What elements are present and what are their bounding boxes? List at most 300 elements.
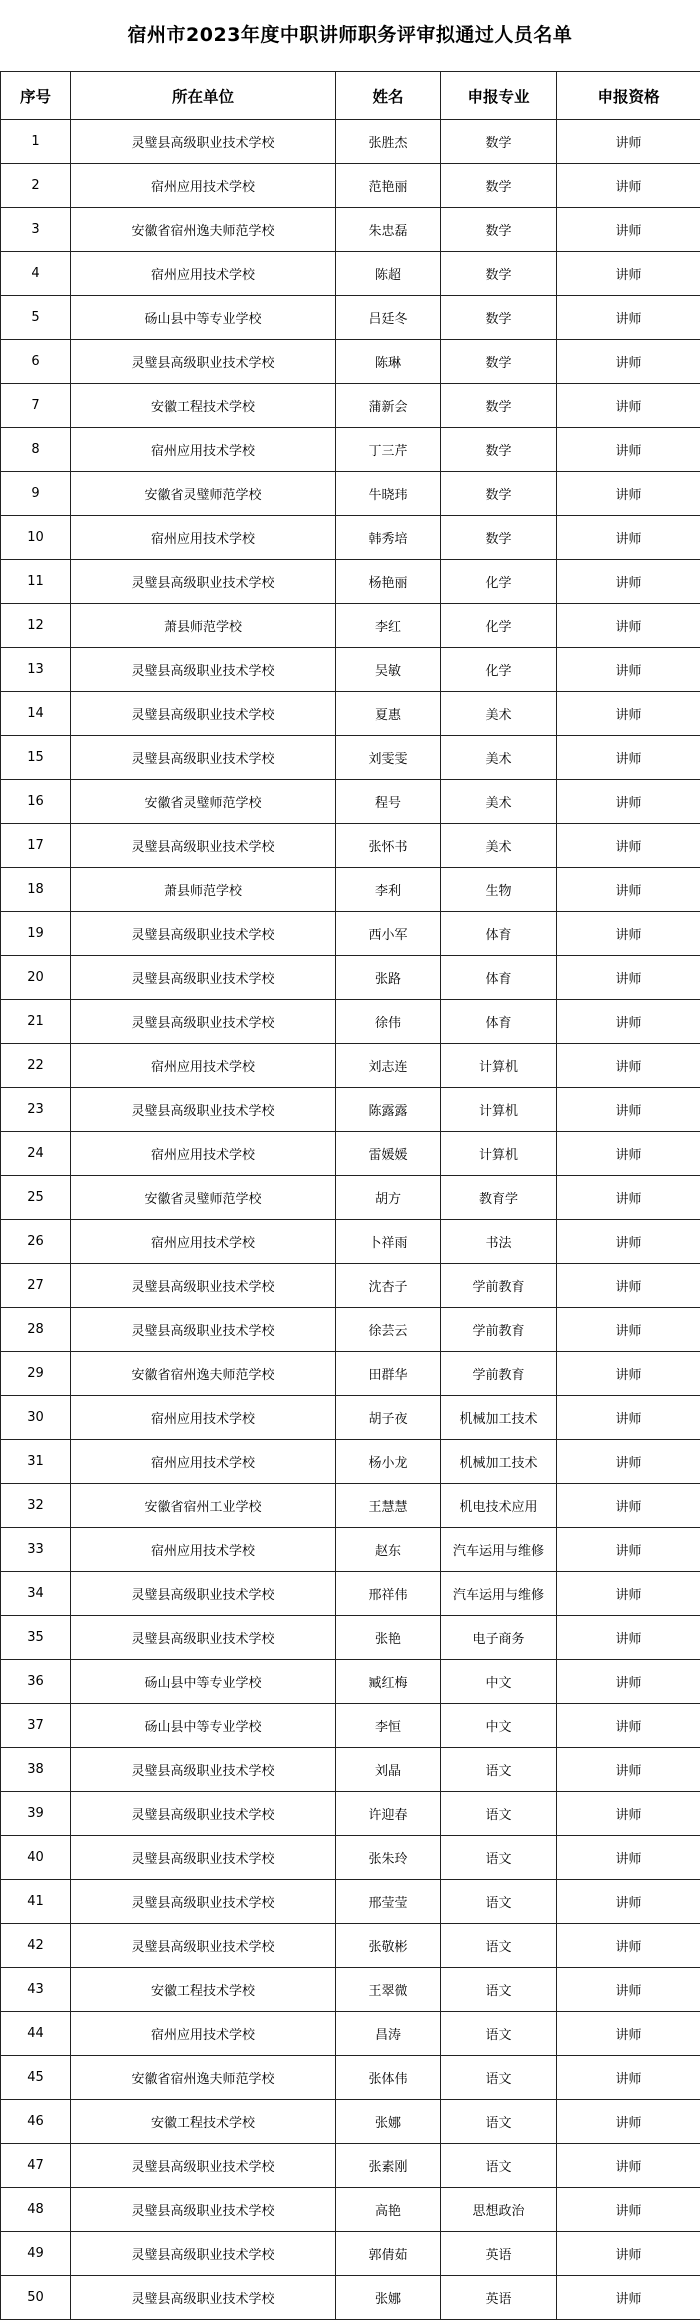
cell-organization: 灵璧县高级职业技术学校 [71, 1836, 336, 1880]
table-row [1, 1440, 700, 1484]
cell-organization: 宿州应用技术学校 [71, 1396, 336, 1440]
cell-qualification: 讲师 [557, 912, 700, 956]
cell-qualification: 讲师 [557, 164, 700, 208]
cell-organization: 灵璧县高级职业技术学校 [71, 1572, 336, 1616]
cell-serial-number: 40 [1, 1836, 71, 1880]
header-name: 姓名 [336, 72, 441, 120]
cell-serial-number: 3 [1, 208, 71, 252]
table-row [1, 1264, 700, 1308]
cell-serial-number: 13 [1, 648, 71, 692]
cell-serial-number: 4 [1, 252, 71, 296]
cell-organization: 灵璧县高级职业技术学校 [71, 340, 336, 384]
cell-name: 徐伟 [336, 1000, 441, 1044]
cell-qualification: 讲师 [557, 428, 700, 472]
cell-qualification: 讲师 [557, 1396, 700, 1440]
cell-specialty: 学前教育 [441, 1264, 557, 1308]
table-row [1, 120, 700, 164]
table-row [1, 2012, 700, 2056]
cell-organization: 宿州应用技术学校 [71, 252, 336, 296]
cell-name: 沈杏子 [336, 1264, 441, 1308]
table-row [1, 1704, 700, 1748]
cell-name: 丁三芹 [336, 428, 441, 472]
cell-name: 牛晓玮 [336, 472, 441, 516]
table-row [1, 1792, 700, 1836]
cell-specialty: 数学 [441, 384, 557, 428]
cell-qualification: 讲师 [557, 1660, 700, 1704]
table-row [1, 1836, 700, 1880]
cell-qualification: 讲师 [557, 1572, 700, 1616]
cell-serial-number: 7 [1, 384, 71, 428]
document-title: 宿州市2023年度中职讲师职务评审拟通过人员名单 [127, 24, 573, 46]
cell-name: 赵东 [336, 1528, 441, 1572]
table-row [1, 1616, 700, 1660]
table-row [1, 2144, 700, 2188]
cell-serial-number: 35 [1, 1616, 71, 1660]
header-organization: 所在单位 [71, 72, 336, 120]
cell-name: 张素刚 [336, 2144, 441, 2188]
cell-serial-number: 43 [1, 1968, 71, 2012]
cell-serial-number: 50 [1, 2276, 71, 2320]
cell-serial-number: 47 [1, 2144, 71, 2188]
table-row [1, 2188, 700, 2232]
cell-organization: 安徽省灵璧师范学校 [71, 1176, 336, 1220]
cell-name: 臧红梅 [336, 1660, 441, 1704]
personnel-table [0, 71, 700, 2320]
cell-specialty: 英语 [441, 2232, 557, 2276]
cell-name: 邢祥伟 [336, 1572, 441, 1616]
cell-organization: 灵璧县高级职业技术学校 [71, 1792, 336, 1836]
cell-serial-number: 14 [1, 692, 71, 736]
cell-serial-number: 37 [1, 1704, 71, 1748]
table-row [1, 428, 700, 472]
header-row [1, 72, 700, 120]
cell-name: 王慧慧 [336, 1484, 441, 1528]
cell-specialty: 美术 [441, 736, 557, 780]
cell-qualification: 讲师 [557, 1836, 700, 1880]
table-row [1, 296, 700, 340]
cell-organization: 宿州应用技术学校 [71, 1528, 336, 1572]
cell-organization: 宿州应用技术学校 [71, 1220, 336, 1264]
table-row [1, 912, 700, 956]
table-row [1, 1572, 700, 1616]
table-row [1, 1660, 700, 1704]
cell-qualification: 讲师 [557, 1440, 700, 1484]
cell-serial-number: 45 [1, 2056, 71, 2100]
cell-qualification: 讲师 [557, 516, 700, 560]
cell-qualification: 讲师 [557, 2276, 700, 2320]
cell-organization: 萧县师范学校 [71, 868, 336, 912]
cell-specialty: 语文 [441, 1836, 557, 1880]
table-row [1, 692, 700, 736]
cell-organization: 灵璧县高级职业技术学校 [71, 1616, 336, 1660]
table-row [1, 1088, 700, 1132]
cell-qualification: 讲师 [557, 1880, 700, 1924]
cell-qualification: 讲师 [557, 1000, 700, 1044]
cell-qualification: 讲师 [557, 208, 700, 252]
cell-qualification: 讲师 [557, 1792, 700, 1836]
cell-serial-number: 44 [1, 2012, 71, 2056]
cell-organization: 宿州应用技术学校 [71, 516, 336, 560]
table-row [1, 868, 700, 912]
cell-specialty: 语文 [441, 1880, 557, 1924]
cell-specialty: 数学 [441, 120, 557, 164]
cell-name: 许迎春 [336, 1792, 441, 1836]
cell-serial-number: 2 [1, 164, 71, 208]
cell-serial-number: 25 [1, 1176, 71, 1220]
cell-specialty: 教育学 [441, 1176, 557, 1220]
cell-serial-number: 17 [1, 824, 71, 868]
cell-qualification: 讲师 [557, 1484, 700, 1528]
cell-serial-number: 48 [1, 2188, 71, 2232]
cell-qualification: 讲师 [557, 1132, 700, 1176]
cell-organization: 灵璧县高级职业技术学校 [71, 912, 336, 956]
cell-specialty: 语文 [441, 1924, 557, 1968]
table-row [1, 604, 700, 648]
cell-name: 张娜 [336, 2100, 441, 2144]
cell-specialty: 语文 [441, 1968, 557, 2012]
table-row [1, 560, 700, 604]
cell-serial-number: 29 [1, 1352, 71, 1396]
cell-specialty: 数学 [441, 296, 557, 340]
cell-serial-number: 6 [1, 340, 71, 384]
cell-name: 张怀书 [336, 824, 441, 868]
cell-serial-number: 31 [1, 1440, 71, 1484]
cell-serial-number: 34 [1, 1572, 71, 1616]
cell-name: 陈超 [336, 252, 441, 296]
cell-organization: 宿州应用技术学校 [71, 1440, 336, 1484]
table-row [1, 1220, 700, 1264]
cell-specialty: 语文 [441, 2056, 557, 2100]
cell-serial-number: 42 [1, 1924, 71, 1968]
cell-organization: 灵璧县高级职业技术学校 [71, 1924, 336, 1968]
cell-qualification: 讲师 [557, 1044, 700, 1088]
cell-organization: 灵璧县高级职业技术学校 [71, 2232, 336, 2276]
cell-qualification: 讲师 [557, 1924, 700, 1968]
cell-specialty: 汽车运用与维修 [441, 1572, 557, 1616]
cell-organization: 灵璧县高级职业技术学校 [71, 956, 336, 1000]
cell-specialty: 体育 [441, 912, 557, 956]
cell-specialty: 语文 [441, 1748, 557, 1792]
cell-specialty: 数学 [441, 428, 557, 472]
cell-qualification: 讲师 [557, 1176, 700, 1220]
cell-name: 张路 [336, 956, 441, 1000]
cell-specialty: 数学 [441, 472, 557, 516]
cell-specialty: 美术 [441, 780, 557, 824]
table-row [1, 1132, 700, 1176]
cell-name: 张体伟 [336, 2056, 441, 2100]
cell-organization: 安徽工程技术学校 [71, 384, 336, 428]
cell-qualification: 讲师 [557, 868, 700, 912]
cell-organization: 砀山县中等专业学校 [71, 1660, 336, 1704]
cell-name: 张胜杰 [336, 120, 441, 164]
cell-specialty: 化学 [441, 560, 557, 604]
cell-qualification: 讲师 [557, 2188, 700, 2232]
cell-name: 李利 [336, 868, 441, 912]
cell-qualification: 讲师 [557, 1264, 700, 1308]
cell-name: 杨艳丽 [336, 560, 441, 604]
cell-specialty: 体育 [441, 1000, 557, 1044]
cell-qualification: 讲师 [557, 1220, 700, 1264]
cell-specialty: 英语 [441, 2276, 557, 2320]
cell-organization: 安徽省宿州工业学校 [71, 1484, 336, 1528]
table-row [1, 2056, 700, 2100]
cell-name: 张敬彬 [336, 1924, 441, 1968]
cell-qualification: 讲师 [557, 1968, 700, 2012]
cell-specialty: 计算机 [441, 1132, 557, 1176]
cell-specialty: 数学 [441, 252, 557, 296]
cell-organization: 宿州应用技术学校 [71, 1044, 336, 1088]
cell-name: 张朱玲 [336, 1836, 441, 1880]
table-row [1, 1748, 700, 1792]
cell-qualification: 讲师 [557, 1308, 700, 1352]
table-row [1, 1528, 700, 1572]
cell-serial-number: 1 [1, 120, 71, 164]
cell-organization: 灵璧县高级职业技术学校 [71, 1880, 336, 1924]
header-qualification: 申报资格 [557, 72, 700, 120]
cell-name: 田群华 [336, 1352, 441, 1396]
cell-serial-number: 23 [1, 1088, 71, 1132]
cell-specialty: 计算机 [441, 1044, 557, 1088]
cell-organization: 灵璧县高级职业技术学校 [71, 824, 336, 868]
cell-qualification: 讲师 [557, 2012, 700, 2056]
cell-name: 刘晶 [336, 1748, 441, 1792]
cell-serial-number: 27 [1, 1264, 71, 1308]
cell-organization: 灵璧县高级职业技术学校 [71, 1748, 336, 1792]
table-row [1, 1044, 700, 1088]
cell-serial-number: 21 [1, 1000, 71, 1044]
cell-specialty: 数学 [441, 340, 557, 384]
cell-qualification: 讲师 [557, 2232, 700, 2276]
table-row [1, 1880, 700, 1924]
header-serial-number: 序号 [1, 72, 71, 120]
cell-organization: 安徽工程技术学校 [71, 2100, 336, 2144]
cell-name: 卜祥雨 [336, 1220, 441, 1264]
table-row [1, 2232, 700, 2276]
cell-qualification: 讲师 [557, 692, 700, 736]
cell-organization: 安徽省灵璧师范学校 [71, 780, 336, 824]
cell-organization: 灵璧县高级职业技术学校 [71, 1088, 336, 1132]
cell-serial-number: 24 [1, 1132, 71, 1176]
cell-specialty: 数学 [441, 208, 557, 252]
cell-serial-number: 16 [1, 780, 71, 824]
cell-qualification: 讲师 [557, 252, 700, 296]
cell-serial-number: 26 [1, 1220, 71, 1264]
cell-name: 雷媛媛 [336, 1132, 441, 1176]
cell-serial-number: 39 [1, 1792, 71, 1836]
cell-name: 陈露露 [336, 1088, 441, 1132]
table-row [1, 208, 700, 252]
cell-specialty: 语文 [441, 1792, 557, 1836]
cell-qualification: 讲师 [557, 1528, 700, 1572]
cell-qualification: 讲师 [557, 824, 700, 868]
cell-specialty: 汽车运用与维修 [441, 1528, 557, 1572]
cell-specialty: 学前教育 [441, 1308, 557, 1352]
cell-specialty: 美术 [441, 692, 557, 736]
cell-specialty: 机械加工技术 [441, 1440, 557, 1484]
cell-specialty: 电子商务 [441, 1616, 557, 1660]
cell-specialty: 学前教育 [441, 1352, 557, 1396]
table-row [1, 516, 700, 560]
cell-specialty: 语文 [441, 2100, 557, 2144]
table-row [1, 648, 700, 692]
cell-specialty: 化学 [441, 604, 557, 648]
cell-qualification: 讲师 [557, 384, 700, 428]
table-row [1, 824, 700, 868]
cell-organization: 灵璧县高级职业技术学校 [71, 2144, 336, 2188]
cell-qualification: 讲师 [557, 472, 700, 516]
cell-organization: 宿州应用技术学校 [71, 428, 336, 472]
cell-qualification: 讲师 [557, 648, 700, 692]
cell-name: 朱忠磊 [336, 208, 441, 252]
cell-name: 李红 [336, 604, 441, 648]
cell-specialty: 美术 [441, 824, 557, 868]
cell-specialty: 生物 [441, 868, 557, 912]
cell-name: 吴敏 [336, 648, 441, 692]
cell-name: 郭倩茹 [336, 2232, 441, 2276]
cell-qualification: 讲师 [557, 560, 700, 604]
cell-name: 李恒 [336, 1704, 441, 1748]
cell-organization: 灵璧县高级职业技术学校 [71, 1264, 336, 1308]
cell-organization: 萧县师范学校 [71, 604, 336, 648]
cell-qualification: 讲师 [557, 2100, 700, 2144]
table-row [1, 1308, 700, 1352]
table-row [1, 340, 700, 384]
cell-name: 徐芸云 [336, 1308, 441, 1352]
cell-serial-number: 46 [1, 2100, 71, 2144]
cell-serial-number: 20 [1, 956, 71, 1000]
cell-specialty: 语文 [441, 2144, 557, 2188]
cell-serial-number: 33 [1, 1528, 71, 1572]
cell-name: 蒲新会 [336, 384, 441, 428]
table-row [1, 1000, 700, 1044]
table-row [1, 164, 700, 208]
cell-specialty: 数学 [441, 164, 557, 208]
cell-organization: 安徽省宿州逸夫师范学校 [71, 208, 336, 252]
cell-serial-number: 12 [1, 604, 71, 648]
cell-name: 昌涛 [336, 2012, 441, 2056]
table-row [1, 2100, 700, 2144]
cell-specialty: 机电技术应用 [441, 1484, 557, 1528]
cell-name: 胡子夜 [336, 1396, 441, 1440]
cell-serial-number: 36 [1, 1660, 71, 1704]
cell-specialty: 体育 [441, 956, 557, 1000]
table-row [1, 1396, 700, 1440]
cell-serial-number: 49 [1, 2232, 71, 2276]
cell-name: 西小军 [336, 912, 441, 956]
cell-organization: 安徽省灵璧师范学校 [71, 472, 336, 516]
cell-serial-number: 30 [1, 1396, 71, 1440]
header-specialty: 申报专业 [441, 72, 557, 120]
table-row [1, 1176, 700, 1220]
cell-organization: 灵璧县高级职业技术学校 [71, 2276, 336, 2320]
cell-qualification: 讲师 [557, 120, 700, 164]
cell-name: 刘志连 [336, 1044, 441, 1088]
cell-specialty: 中文 [441, 1660, 557, 1704]
cell-name: 王翠微 [336, 1968, 441, 2012]
cell-name: 胡方 [336, 1176, 441, 1220]
table-body [1, 120, 700, 2320]
cell-serial-number: 15 [1, 736, 71, 780]
cell-name: 高艳 [336, 2188, 441, 2232]
cell-organization: 灵璧县高级职业技术学校 [71, 560, 336, 604]
cell-serial-number: 19 [1, 912, 71, 956]
cell-name: 夏惠 [336, 692, 441, 736]
cell-specialty: 化学 [441, 648, 557, 692]
cell-organization: 灵璧县高级职业技术学校 [71, 120, 336, 164]
table-row [1, 1924, 700, 1968]
table-row [1, 1484, 700, 1528]
cell-specialty: 计算机 [441, 1088, 557, 1132]
cell-organization: 灵璧县高级职业技术学校 [71, 2188, 336, 2232]
cell-organization: 灵璧县高级职业技术学校 [71, 1000, 336, 1044]
cell-qualification: 讲师 [557, 1616, 700, 1660]
cell-serial-number: 11 [1, 560, 71, 604]
cell-serial-number: 32 [1, 1484, 71, 1528]
cell-name: 张娜 [336, 2276, 441, 2320]
cell-name: 韩秀培 [336, 516, 441, 560]
cell-qualification: 讲师 [557, 1704, 700, 1748]
cell-qualification: 讲师 [557, 780, 700, 824]
cell-qualification: 讲师 [557, 2144, 700, 2188]
cell-qualification: 讲师 [557, 2056, 700, 2100]
cell-specialty: 思想政治 [441, 2188, 557, 2232]
cell-organization: 灵璧县高级职业技术学校 [71, 736, 336, 780]
cell-qualification: 讲师 [557, 1352, 700, 1396]
cell-organization: 灵璧县高级职业技术学校 [71, 692, 336, 736]
cell-organization: 灵璧县高级职业技术学校 [71, 1308, 336, 1352]
cell-organization: 砀山县中等专业学校 [71, 1704, 336, 1748]
cell-serial-number: 41 [1, 1880, 71, 1924]
cell-serial-number: 18 [1, 868, 71, 912]
cell-qualification: 讲师 [557, 340, 700, 384]
table-row [1, 472, 700, 516]
cell-organization: 灵璧县高级职业技术学校 [71, 648, 336, 692]
cell-name: 刘雯雯 [336, 736, 441, 780]
cell-specialty: 数学 [441, 516, 557, 560]
cell-serial-number: 9 [1, 472, 71, 516]
cell-serial-number: 8 [1, 428, 71, 472]
cell-serial-number: 28 [1, 1308, 71, 1352]
cell-serial-number: 5 [1, 296, 71, 340]
cell-name: 陈琳 [336, 340, 441, 384]
cell-organization: 安徽工程技术学校 [71, 1968, 336, 2012]
table-row [1, 1352, 700, 1396]
cell-name: 杨小龙 [336, 1440, 441, 1484]
cell-specialty: 书法 [441, 1220, 557, 1264]
cell-qualification: 讲师 [557, 296, 700, 340]
cell-name: 张艳 [336, 1616, 441, 1660]
cell-specialty: 中文 [441, 1704, 557, 1748]
table-row [1, 780, 700, 824]
cell-serial-number: 10 [1, 516, 71, 560]
cell-organization: 宿州应用技术学校 [71, 2012, 336, 2056]
cell-specialty: 语文 [441, 2012, 557, 2056]
cell-specialty: 机械加工技术 [441, 1396, 557, 1440]
cell-organization: 安徽省宿州逸夫师范学校 [71, 1352, 336, 1396]
cell-serial-number: 22 [1, 1044, 71, 1088]
cell-qualification: 讲师 [557, 736, 700, 780]
cell-organization: 砀山县中等专业学校 [71, 296, 336, 340]
cell-name: 范艳丽 [336, 164, 441, 208]
cell-qualification: 讲师 [557, 956, 700, 1000]
cell-qualification: 讲师 [557, 1088, 700, 1132]
table-row [1, 252, 700, 296]
table-row [1, 2276, 700, 2320]
cell-organization: 安徽省宿州逸夫师范学校 [71, 2056, 336, 2100]
cell-name: 吕廷冬 [336, 296, 441, 340]
cell-qualification: 讲师 [557, 1748, 700, 1792]
table-row [1, 956, 700, 1000]
